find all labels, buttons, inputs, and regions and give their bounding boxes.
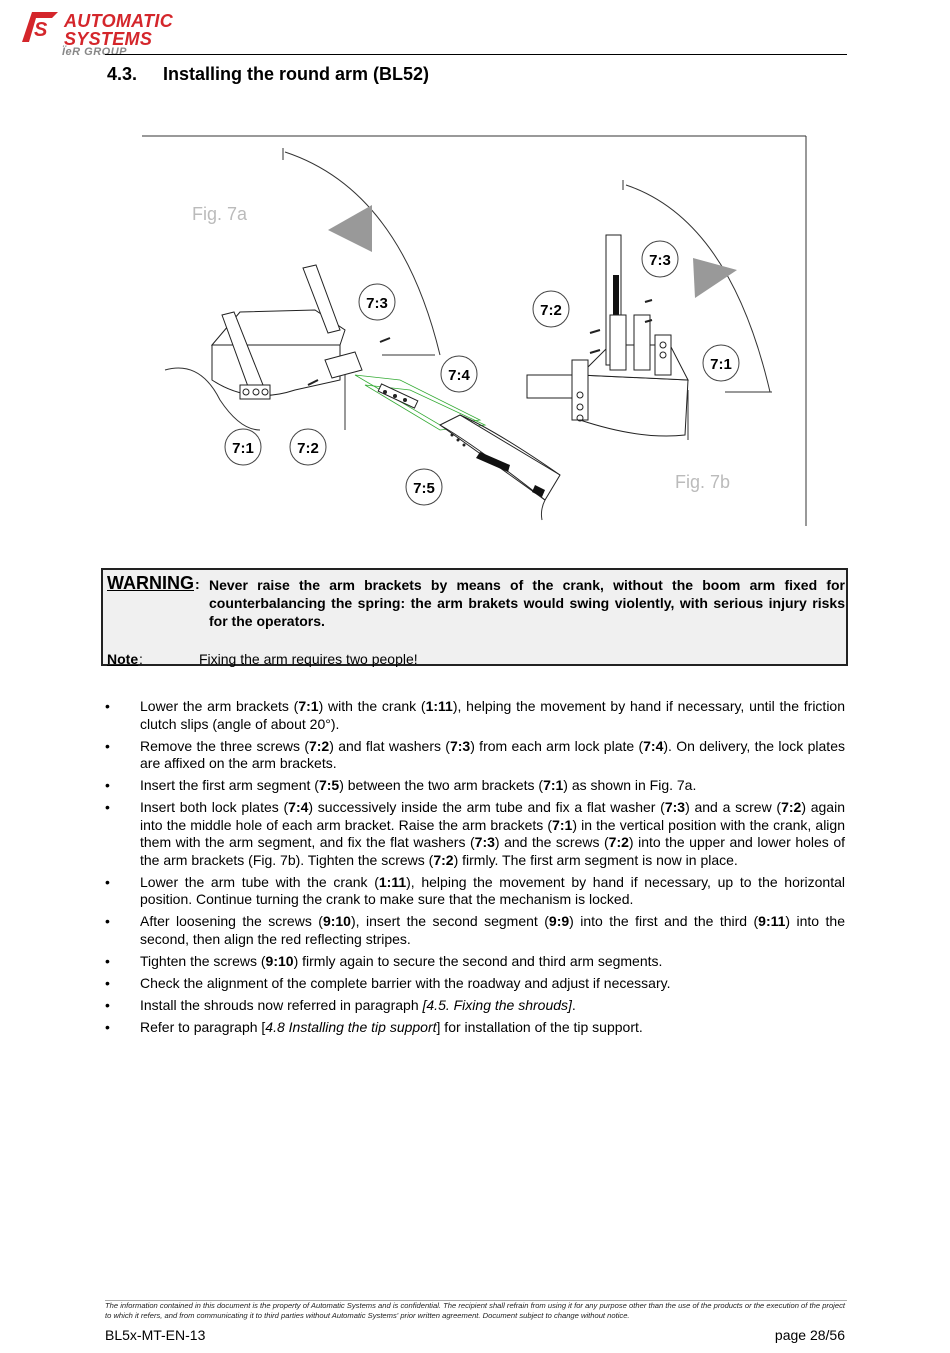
callout-a-7-4 — [441, 356, 477, 392]
logo-text-automatic: AUTOMATIC — [64, 11, 174, 31]
instruction-list — [105, 698, 845, 1041]
bullet-icon: • — [105, 777, 110, 793]
callout-b-7-1 — [703, 345, 739, 381]
svg-text:S: S — [34, 19, 48, 41]
bullet-icon: • — [105, 737, 110, 754]
callout-a-7-5 — [406, 469, 442, 505]
note-label: Note — [107, 651, 139, 667]
callout-b-7-3 — [642, 241, 678, 277]
svg-text:7:4: 7:4 — [448, 367, 470, 384]
bullet-icon: • — [105, 996, 110, 1013]
callout-a-7-2 — [290, 429, 326, 465]
section-heading — [107, 64, 429, 85]
cross-reference-link[interactable]: 4.8 Installing the tip support — [265, 1018, 437, 1035]
svg-text:7:1: 7:1 — [232, 440, 254, 457]
bullet-icon: • — [105, 1018, 110, 1035]
page-number: page 28/56 — [774, 1327, 845, 1343]
confidentiality-notice: The information contained in this document is the property of Automatic Systems and is confidential. The recipient shall refrain from using it for any purpose other than the use of the products or the execution of the project to which it refers, and from communicating it to third parties without Automatic Systems' prior written agreement. Document subject to change without notice. — [105, 1301, 845, 1320]
pivot-triangle-a — [328, 205, 372, 252]
callout-b-7-2 — [533, 291, 569, 327]
list-item: • Remove the three screws (7:2) and flat washers (7:3) from each arm lock plate (7:4). On delivery, the lock plates are affixed on the arm brackets. — [105, 737, 845, 771]
figure-caption-7a: Fig. 7a — [192, 204, 248, 224]
list-item: • Install the shrouds now referred in paragraph [4.5. Fixing the shrouds]. — [105, 996, 576, 1013]
callout-a-7-3 — [359, 284, 395, 320]
company-logo — [18, 8, 198, 60]
bullet-icon: • — [105, 913, 110, 929]
bullet-icon: • — [105, 952, 110, 969]
svg-text:7:3: 7:3 — [649, 252, 671, 269]
svg-text:7:2: 7:2 — [540, 302, 562, 319]
pivot-triangle-b — [693, 258, 737, 298]
logo-mark-icon — [22, 12, 58, 42]
figure-caption-7b: Fig. 7b — [675, 472, 731, 492]
warning-colon: : — [195, 576, 200, 592]
bullet-icon: • — [105, 698, 110, 714]
list-item: • Tighten the screws (9:10) firmly again to secure the second and third arm segments. — [105, 952, 663, 969]
warning-text: Never raise the arm brackets by means of the crank, without the boom arm fixed for counterbalancing the spring: the arm brakets would swing violently, with serious injury risks for the operators. — [209, 577, 845, 629]
warning-box — [101, 568, 848, 666]
bullet-icon: • — [105, 799, 110, 815]
bullet-icon: • — [105, 974, 110, 991]
section-title: Installing the round arm (BL52) — [163, 64, 430, 84]
note-text: Fixing the arm requires two people! — [199, 651, 418, 667]
header-divider — [105, 54, 847, 55]
svg-text:7:5: 7:5 — [413, 480, 435, 497]
svg-text:7:2: 7:2 — [297, 440, 319, 457]
logo-text-systems: SYSTEMS — [64, 29, 153, 49]
list-item: • Check the alignment of the complete barrier with the roadway and adjust if necessary. — [105, 974, 671, 991]
list-item: • Insert both lock plates (7:4) successively inside the arm tube and fix a flat washer (7:3) and a screw (7:2) again into the middle hole of each arm bracket. Raise the arm brackets (7:1) in the vertical position with the crank, align them with the arm segment, and fix the flat washers (7:3) and the screws (7:2) into the upper and lower holes of the arm brackets (Fig. 7b). Tighten the screws (7:2) firmly. The first arm segment is now in place. — [105, 799, 845, 868]
list-item: • Refer to paragraph [4.8 Installing the tip support] for installation of the tip support. — [105, 1018, 643, 1035]
list-item: • After loosening the screws (9:10), insert the second segment (9:9) into the first and the third (9:11) into the second, then align the red reflecting stripes. — [105, 913, 845, 947]
document-code: BL5x-MT-EN-13 — [105, 1327, 206, 1343]
list-item: • Insert the first arm segment (7:5) between the two arm brackets (7:1) as shown in Fig. 7a. — [105, 777, 697, 793]
note-colon: : — [139, 651, 143, 667]
warning-title: WARNING — [107, 573, 194, 593]
cross-reference-link[interactable]: [4.5. Fixing the shrouds] — [422, 996, 572, 1013]
section-number: 4.3. — [107, 64, 138, 84]
svg-text:7:3: 7:3 — [366, 295, 388, 312]
logo-text-group: ÏeR GROUP — [62, 46, 128, 58]
list-item: • Lower the arm tube with the crank (1:11), helping the movement by hand if necessary, up to the horizontal position. Continue turning the crank to make sure that the mechanism is locked. — [105, 873, 846, 907]
list-item: • Lower the arm brackets (7:1) with the crank (1:11), helping the movement by hand if necessary, until the friction clutch slips (angle of about 20°). — [105, 698, 846, 732]
bullet-icon: • — [105, 873, 110, 890]
callout-a-7-1 — [225, 429, 261, 465]
svg-text:7:1: 7:1 — [710, 356, 732, 373]
installation-figure — [140, 130, 810, 530]
